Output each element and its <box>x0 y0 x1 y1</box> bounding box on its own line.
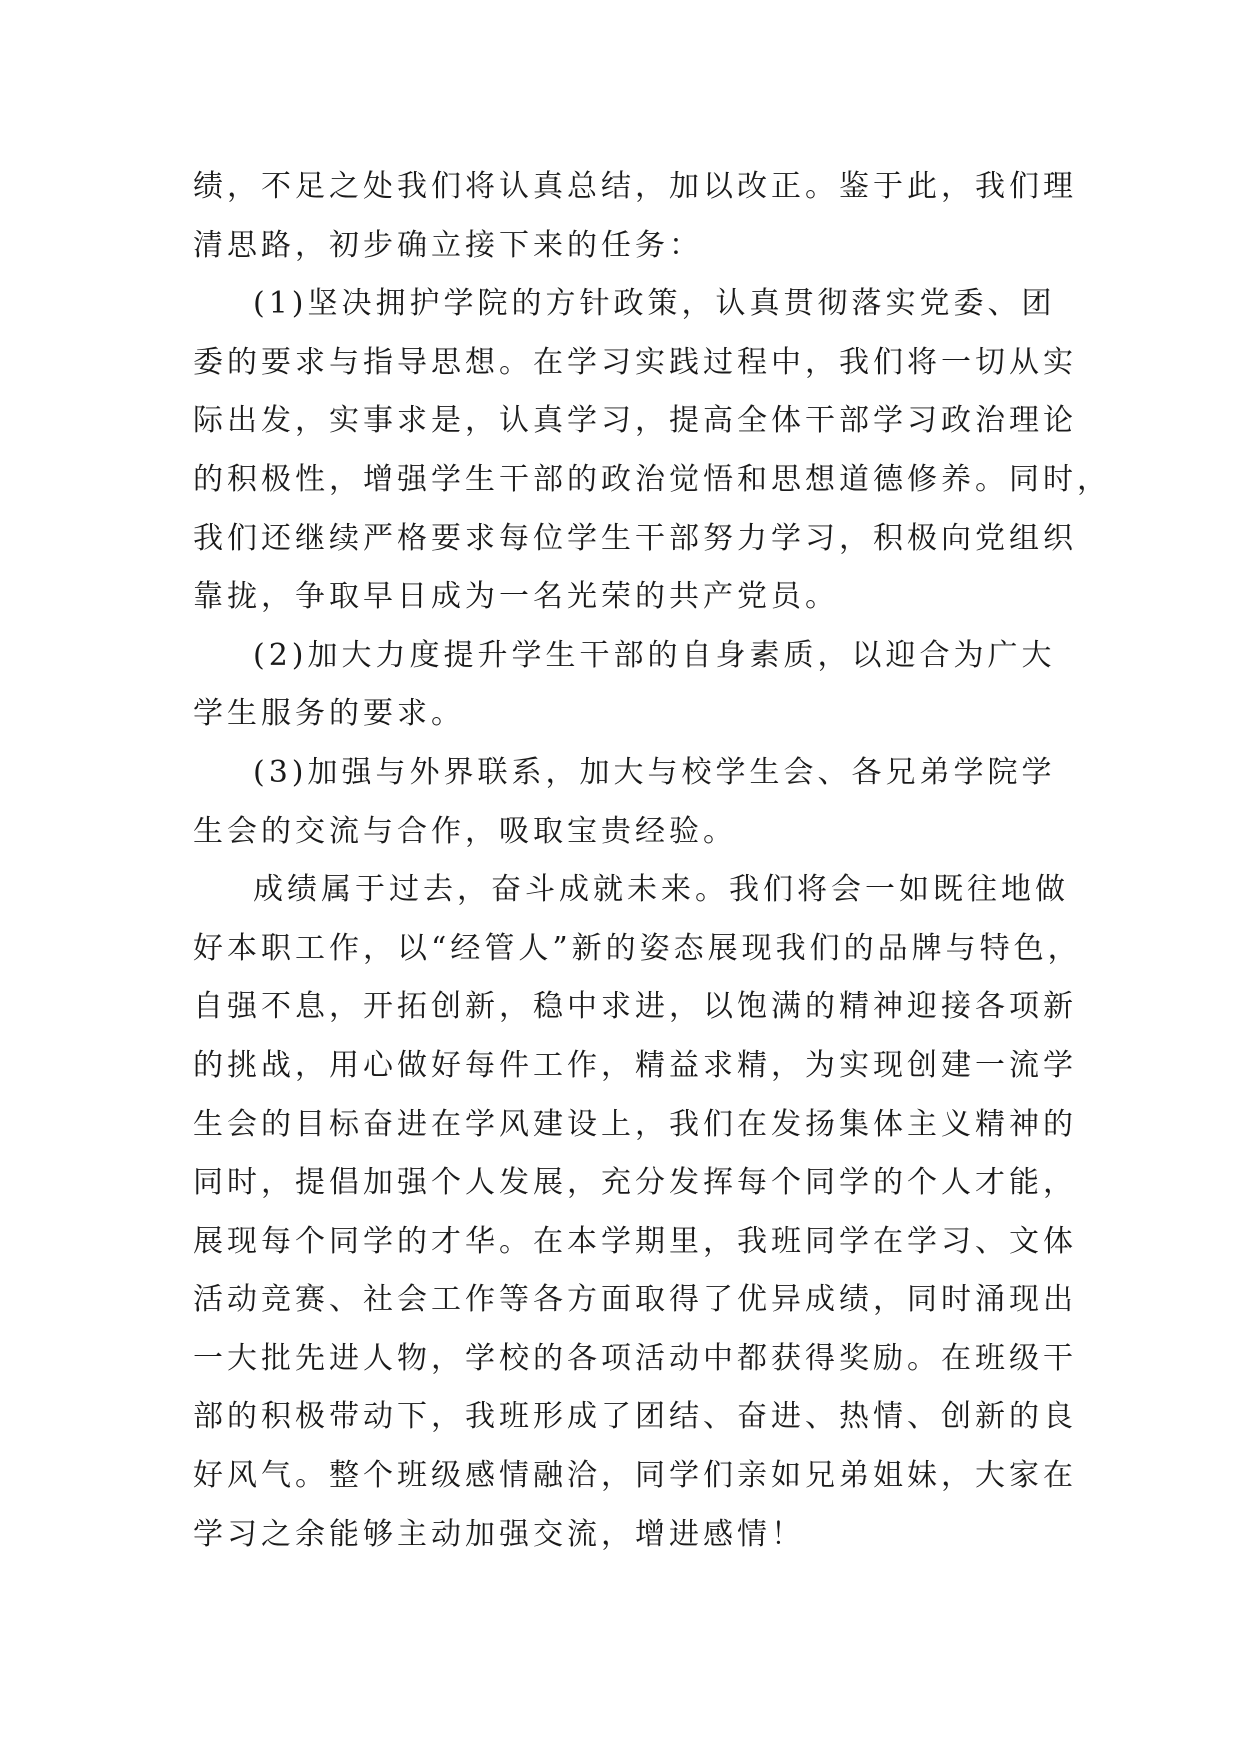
text-line: (2)加大力度提升学生干部的自身素质，以迎合为广大 <box>253 637 1056 673</box>
text-line: (1)坚决拥护学院的方针政策，认真贯彻落实党委、团 <box>253 286 1056 322</box>
text-line: 的积极性，增强学生干部的政治觉悟和思想道德修养。同时， <box>193 461 1111 497</box>
text-line: 的挑战，用心做好每件工作，精益求精，为实现创建一流学 <box>193 1047 1077 1083</box>
text-line: 学生服务的要求。 <box>193 696 465 732</box>
text-line: 学习之余能够主动加强交流，增进感情！ <box>193 1516 805 1552</box>
text-line: 清思路，初步确立接下来的任务： <box>193 227 703 263</box>
text-line: 好本职工作，以“经管人”新的姿态展现我们的品牌与特色， <box>193 930 1082 966</box>
text-line: 自强不息，开拓创新，稳中求进，以饱满的精神迎接各项新 <box>193 989 1077 1025</box>
text-line: 部的积极带动下，我班形成了团结、奋进、热情、创新的良 <box>193 1399 1077 1435</box>
text-line: 同时，提倡加强个人发展，充分发挥每个同学的个人才能， <box>193 1165 1077 1201</box>
text-line: 际出发，实事求是，认真学习，提高全体干部学习政治理论 <box>193 403 1077 439</box>
text-line: 成绩属于过去，奋斗成就未来。我们将会一如既往地做 <box>253 872 1069 908</box>
text-line: 生会的目标奋进在学风建设上，我们在发扬集体主义精神的 <box>193 1106 1077 1142</box>
text-line: (3)加强与外界联系，加大与校学生会、各兄弟学院学 <box>253 754 1056 790</box>
text-line: 活动竞赛、社会工作等各方面取得了优异成绩，同时涌现出 <box>193 1282 1077 1318</box>
text-line: 生会的交流与合作，吸取宝贵经验。 <box>193 813 737 849</box>
document-body <box>193 158 1111 1564</box>
text-line: 一大批先进人物，学校的各项活动中都获得奖励。在班级干 <box>193 1340 1077 1376</box>
text-line: 展现每个同学的才华。在本学期里，我班同学在学习、文体 <box>193 1223 1077 1259</box>
text-line: 绩，不足之处我们将认真总结，加以改正。鉴于此，我们理 <box>193 169 1077 204</box>
text-line: 好风气。整个班级感情融洽，同学们亲如兄弟姐妹，大家在 <box>193 1458 1077 1494</box>
text-line: 靠拢，争取早日成为一名光荣的共产党员。 <box>193 579 839 615</box>
text-line: 委的要求与指导思想。在学习实践过程中，我们将一切从实 <box>193 344 1077 380</box>
text-line: 我们还继续严格要求每位学生干部努力学习，积极向党组织 <box>193 520 1077 556</box>
